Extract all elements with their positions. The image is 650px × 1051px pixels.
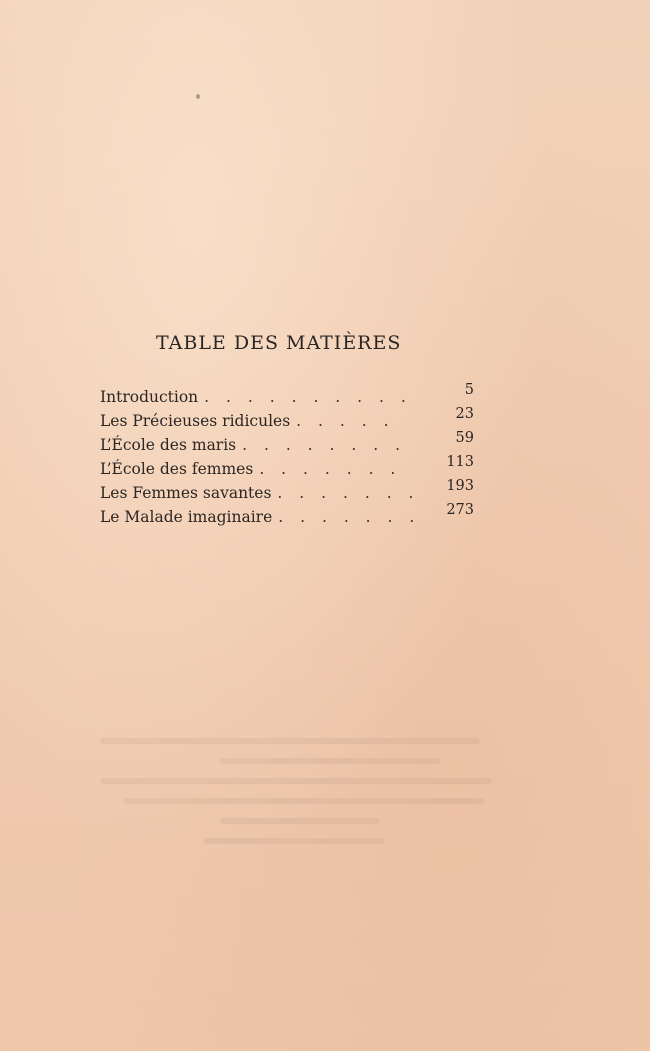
toc-entry-introduction (100, 382, 480, 406)
toc-page-number: 273 (446, 502, 474, 518)
toc-dot-leader: . . . . . . . (278, 508, 421, 526)
toc-entry-ecole-maris (100, 430, 480, 454)
table-of-contents (100, 382, 480, 526)
toc-entry-title: L’École des femmes (100, 460, 254, 478)
toc-dot-leader: . . . . . . . (277, 484, 420, 502)
toc-page-number: 23 (455, 406, 474, 422)
toc-entry-ecole-femmes (100, 454, 480, 478)
toc-page-number: 193 (446, 478, 474, 494)
toc-page-number: 5 (464, 382, 474, 398)
toc-entry-malade-imaginaire (100, 502, 480, 526)
toc-entry-precieuses (100, 406, 480, 430)
toc-dot-leader: . . . . . . . . . . (204, 388, 412, 406)
toc-dot-leader: . . . . . (296, 412, 395, 430)
toc-page-number: 59 (455, 430, 474, 446)
show-through-text (100, 738, 500, 868)
toc-entry-title: L’École des maris (100, 436, 237, 454)
toc-entry-title: Les Précieuses ridicules (100, 412, 291, 430)
paper-speck (196, 94, 200, 99)
toc-dot-leader: . . . . . . . (259, 460, 402, 478)
toc-entry-title: Introduction (100, 388, 199, 406)
toc-entry-title: Les Femmes savantes (100, 484, 272, 502)
toc-page-number: 113 (446, 454, 474, 470)
toc-entry-title: Le Malade imaginaire (100, 508, 273, 526)
page-title: TABLE DES MATIÈRES (156, 332, 402, 354)
toc-entry-femmes-savantes (100, 478, 480, 502)
toc-dot-leader: . . . . . . . . (242, 436, 407, 454)
